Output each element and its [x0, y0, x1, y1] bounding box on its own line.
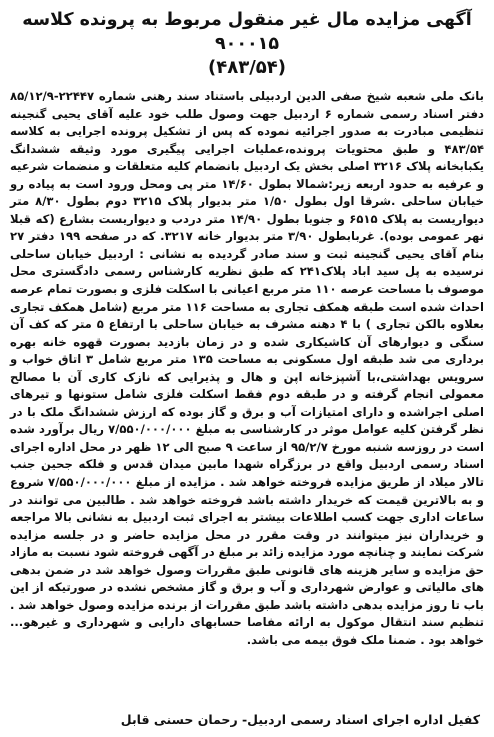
notice-body: بانک ملی شعبه شیخ صفی الدین اردبیلی باستناد سند رهنی شماره ۲۲۴۴۷-۸۵/۱۲/۹ دفتر اسناد رسمی شماره ۶ اردبیل جهت وصول طلب خود علیه آقای یحیی گنجینه تنظیمی مبادرت به صدور اجرائیه نموده که پس از تشکیل پرونده اجرایی به کلاسه ۴۸۳/۵۴ و طبق محتویات پرونده،عملیات اجرایی پیگیری مورد وثیقه ششدانگ یکبابخانه پلاک ۳۲۱۶ اصلی بخش یک اردبیل بانضمام کلیه متعلقات و منضمات شرعیه و عرفیه به حدود اربعه زیر:شمالا بطول ۱۴/۶۰ متر پی ومحل ورود است به پیاده رو خیابان ساحلی .شرقا اول بطول ۱/۵۰ متر بدیوار پلاک ۳۲۱۵ دوم بطول ۸/۳۰ متر دیواریست به پلاک ۶۵۱۵ و جنوبا بطول ۱۴/۹۰ متر دردب و دیواریست بشارع (که قبلا نهر عمومی بوده). غربابطول ۳/۹۰ متر بدیوار خانه ۳۲۱۷. که در صفحه ۱۹۹ دفتر ۲۷ بنام آقای یحیی گنجینه ثبت و سند صادر گردیده به نشانی : اردبیل خیابان ساحلی نرسیده به پل سید اباد پلاک۲۴۱ که طبق نظریه کارشناس رسمی دادگستری محل موصوف با مساحت عرصه ۱۱۰ متر مربع اعیانی با اسکلت فلزی و بصورت تمام عرصه احداث شده است طبقه همکف تجاری به مساحت ۱۱۶ متر مربع (شامل همکف تجاری بعلاوه بالکن تجاری ) با ۴ دهنه مشرف به خیابان ساحلی با ارتفاع ۵ متر که کف آن سنگی و دیوارهای آن کاشیکاری شده و در زمان بازدید بصورت قهوه خانه بهره برداری می شد طبقه اول مسکونی به مساحت ۱۳۵ متر مربع شامل ۳ اتاق خواب و سرویس بهداشتی،با آشپزخانه اپن و هال و پذیرایی که نازک کاری آن با مصالح معمولی انجام گرفته و در طبقه دوم فقط اسکلت فلزی شامل ستونها و تیرهای اصلی اجراشده و دارای امتیازات آب و برق و گاز بوده که ارزش ششدانگ ملک با در نظر گرفتن کلیه عوامل موثر در کارشناسی به مبلغ ۷/۵۵۰/۰۰۰/۰۰۰ ریال برآورد شده است در روزسه شنبه مورخ ۹۵/۲/۷ از ساعت ۹ صبح الی ۱۲ ظهر در محل اداره اجرای اسناد رسمی اردبیل واقع در برزگراه شهدا مابین میدان قدس و فلکه جحین جنب تالار میلاد از طریق مزایده فروخته خواهد شد . مزایده از مبلغ ۷/۵۵۰/۰۰۰/۰۰۰ شروع و به بالاترین قیمت که خریدار داشته باشد فروخته خواهد شد . طالبین می توانند در ساعات اداری جهت کسب اطلاعات بیشتر به اجرای ثبت اردبیل به نشانی بالا مراجعه و خریداران نیز میتوانند در وقت مقرر در محل مزایده حاضر و در جلسه مزایده شرکت نمایند و چنانچه مورد مزایده زائد بر مبلغ در آگهی فروخته شود نسبت به مازاد حق مزایده و سایر هزینه های قانونی طبق مقررات وصول خواهد شد در ضمن بدهی های مالیاتی و عوارض شهرداری و آب و برق و گاز مشخص نشده در صورتیکه از این باب تا روز مزایده بدهی داشته باشد طبق مقررات از برنده مزایده وصول خواهد شد . تنظیم سند انتقال موکول به ارائه مفاصا حسابهای دارایی و شهرداری و غیرهو... خواهد بود . ضمنا ملک فوق بیمه می باشد. — [10, 89, 485, 647]
notice-title-line1: آگهی مزایده مال غیر منقول مربوط به پرونده کلاسه ۹۰۰۰۱۵ — [22, 10, 472, 54]
notice-file-number: (۴۸۳/۵۴) — [208, 57, 286, 78]
notice-title — [10, 6, 484, 80]
notice-signature: کفیل اداره اجرای اسناد رسمی اردبیل- رحمان حسنی قابل — [120, 712, 480, 727]
